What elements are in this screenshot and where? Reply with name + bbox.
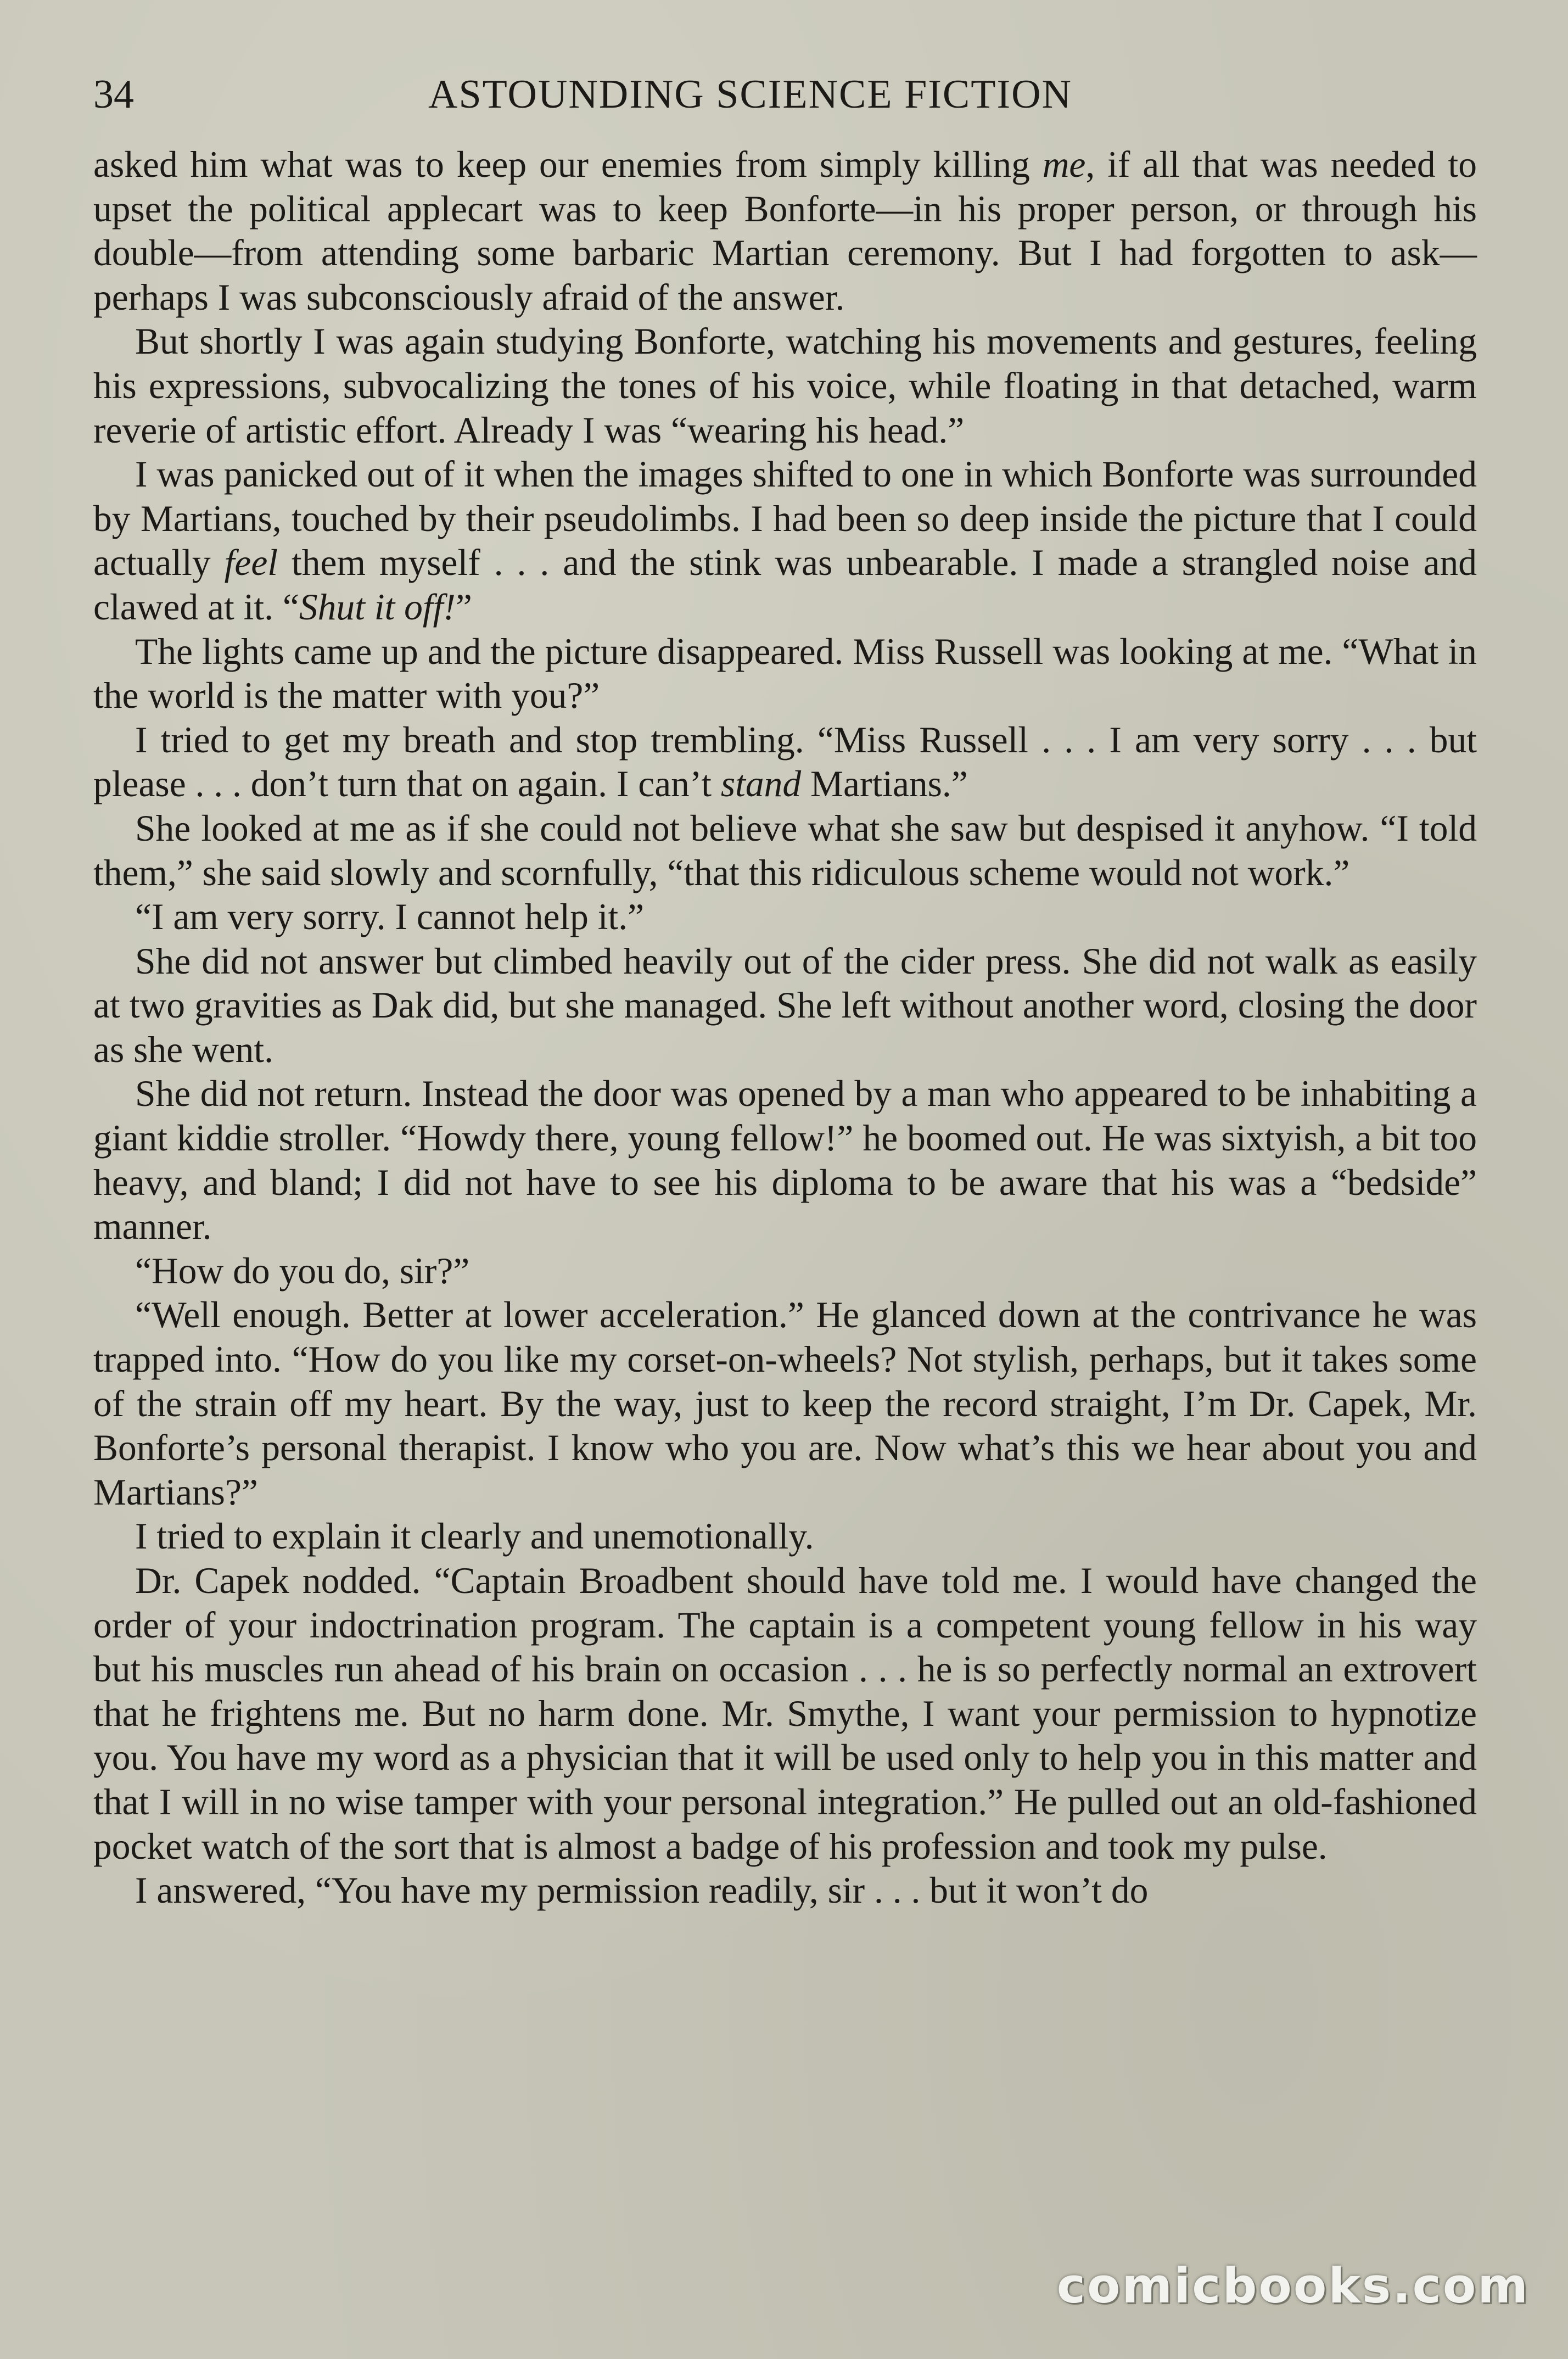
paragraph-9: She did not return. Instead the door was opened by a man who appeared to be inhabiting a giant kiddie stroller. “Howdy there, young fellow!” he boomed out. He was sixtyish, a bit too heavy, and bland; I did not have to see his diploma to be aware that his was a “bedside” manner. xyxy=(93,1073,1477,1248)
paragraph-7: “I am very sorry. I cannot help it.” xyxy=(135,896,645,938)
paragraph-1: asked him what was to keep our enemies from simply killing me, if all that was needed to upset the political applecart was to keep Bonforte—in his proper person, or through his double—from attending some barbaric Martian ceremony. But I had forgotten to ask—perhaps I was subconsciously afraid of the answer. xyxy=(93,144,1477,318)
paragraph-14: I answered, “You have my permission readily, sir . . . but it won’t do xyxy=(135,1870,1149,1911)
paragraph-11: “Well enough. Better at lower acceleration.” He glanced down at the contrivance he was trapped into. “How do you like my corset-on-wheels? Not stylish, perhaps, but it takes some of the strain off my heart. By the way, just to keep the record straight, I’m Dr. Capek, Mr. Bonforte’s personal therapist. I know who you are. Now what’s this we hear about you and Martians?” xyxy=(93,1294,1477,1513)
paragraph-6: She looked at me as if she could not believe what she saw but despised it anyhow. “I told them,” she said slowly and scornfully, “that this ridiculous scheme would not work.” xyxy=(93,807,1477,893)
magazine-title: ASTOUNDING SCIENCE FICTION xyxy=(428,72,1072,117)
page-number: 34 xyxy=(93,72,134,117)
paragraph-4: The lights came up and the picture disappeared. Miss Russell was looking at me. “What in the world is the matter with you?” xyxy=(93,630,1477,717)
story-text xyxy=(93,143,1477,1913)
paragraph-12: I tried to explain it clearly and unemotionally. xyxy=(135,1516,814,1557)
paragraph-10: “How do you do, sir?” xyxy=(135,1250,470,1292)
watermark-text: comicbooks.com xyxy=(1056,2257,1530,2314)
paragraph-5: I tried to get my breath and stop trembling. “Miss Russell . . . I am very sorry . . . but please . . . don’t turn that on again. I can’t stand Martians.” xyxy=(93,719,1477,805)
running-header xyxy=(93,60,1477,132)
paragraph-2: But shortly I was again studying Bonforte, watching his movements and gestures, feeling his expressions, subvocalizing the tones of his voice, while floating in that detached, warm reverie of artistic effort. Already I was “wearing his head.” xyxy=(93,321,1477,451)
paragraph-8: She did not answer but climbed heavily out of the cider press. She did not walk as easily at two gravities as Dak did, but she managed. She left without another word, closing the door as she went. xyxy=(93,940,1477,1070)
paragraph-13: Dr. Capek nodded. “Captain Broadbent should have told me. I would have changed the order of your indoctrination program. The captain is a competent young fellow in his way but his muscles run ahead of his brain on occasion . . . he is so perfectly normal an extrovert that he frightens me. But no harm done. Mr. Smythe, I want your permission to hypnotize you. You have my word as a physician that it will be used only to help you in this matter and that I will in no wise tamper with your personal integration.” He pulled out an old-fashioned pocket watch of the sort that is almost a badge of his profession and took my pulse. xyxy=(93,1560,1477,1867)
paragraph-3: I was panicked out of it when the images shifted to one in which Bonforte was surrounded by Martians, touched by their pseudolimbs. I had been so deep inside the picture that I could actually feel them myself . . . and the stink was unbearable. I made a strangled noise and clawed at it. “Shut it off!” xyxy=(93,454,1477,628)
book-page xyxy=(93,60,1477,1913)
